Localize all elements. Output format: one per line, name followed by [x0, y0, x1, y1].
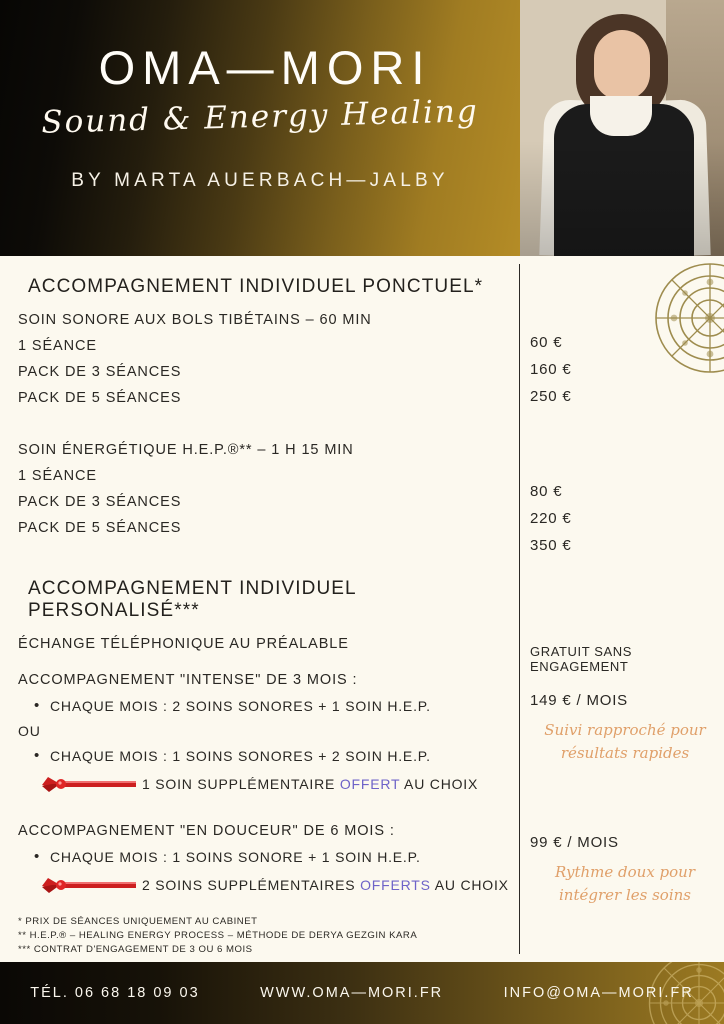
brand-byline: BY MARTA AUERBACH—JALBY [71, 170, 449, 191]
brand-name: OMA—MORI [98, 41, 432, 94]
offer-intense-bullets-alt [14, 748, 514, 764]
service-item-label: 1 SÉANCE [18, 338, 97, 354]
price-value: 60 € [530, 334, 563, 351]
offer-douceur-gift-row [40, 874, 514, 896]
spacer [530, 684, 720, 692]
spacer [530, 564, 720, 644]
service-heading-bols: SOIN SONORE AUX BOLS TIBÉTAINS – 60 MIN [18, 312, 372, 328]
footnotes [18, 916, 514, 955]
offer-intense-gift-text [142, 776, 478, 792]
spacer [14, 416, 514, 442]
offer-douceur-bullets [14, 849, 514, 865]
offer-intense-or: OU [18, 723, 41, 739]
price-value: 350 € [530, 537, 572, 554]
portrait-photo [520, 0, 724, 256]
service-item-label: PACK DE 3 SÉANCES [18, 364, 182, 380]
offer-intense-label: ACCOMPAGNEMENT "INTENSE" DE 3 MOIS : [18, 672, 358, 688]
brand-tagline: Sound & Energy Healing [40, 93, 480, 141]
service-item-label: 1 SÉANCE [18, 468, 97, 484]
price-value: 80 € [530, 483, 563, 500]
header-banner [0, 0, 724, 256]
prelim-call-label: ÉCHANGE TÉLÉPHONIQUE AU PRÉALABLE [18, 636, 349, 652]
service-item-label: PACK DE 5 SÉANCES [18, 390, 182, 406]
gift-suffix: AU CHOIX [400, 776, 479, 792]
offer-intense-note: Suivi rapproché pour résultats rapides [544, 721, 706, 762]
spacer [14, 805, 514, 823]
gift-ribbon-icon [40, 773, 136, 795]
spacer [14, 546, 514, 572]
services-column [14, 270, 514, 958]
prelim-price: GRATUIT SANS ENGAGEMENT [530, 644, 633, 674]
section-title-personalise: ACCOMPAGNEMENT INDIVIDUEL PERSONALISÉ*** [28, 578, 357, 621]
brand-lockup [0, 40, 520, 141]
gift-prefix: 2 SOINS SUPPLÉMENTAIRES [142, 877, 361, 893]
footer-website[interactable]: WWW.OMA—MORI.FR [260, 985, 444, 1001]
price-value: 160 € [530, 361, 572, 378]
footnote-2: ** H.E.P.® – HEALING ENERGY PROCESS – MÉTHODE DE DERYA GEZGIN KARA [18, 930, 418, 941]
service-item-label: PACK DE 5 SÉANCES [18, 520, 182, 536]
offer-douceur-label: ACCOMPAGNEMENT "EN DOUCEUR" DE 6 MOIS : [18, 823, 395, 839]
gift-suffix: AU CHOIX [430, 877, 509, 893]
photo-vignette [520, 0, 724, 256]
list-item: • CHAQUE MOIS : 1 SOINS SONORE + 1 SOIN H.E.P. [50, 849, 514, 865]
list-item: • CHAQUE MOIS : 1 SOINS SONORES + 2 SOIN H.E.P. [50, 748, 514, 764]
offer-intense-price: 149 € / MOIS [530, 692, 628, 709]
service-heading-hep: SOIN ÉNERGÉTIQUE H.E.P.®** – 1 H 15 MIN [18, 442, 354, 458]
price-list-body [0, 256, 724, 962]
offer-douceur-gift-text [142, 877, 509, 893]
price-value: 250 € [530, 388, 572, 405]
spacer [14, 662, 514, 672]
vertical-divider [519, 264, 520, 954]
service-item-label: PACK DE 3 SÉANCES [18, 494, 182, 510]
list-item: • CHAQUE MOIS : 2 SOINS SONORES + 1 SOIN H.E.P. [50, 698, 514, 714]
offer-intense-bullets [14, 698, 514, 714]
gift-ribbon-icon [40, 874, 136, 896]
footnote-3: *** CONTRAT D'ENGAGEMENT DE 3 OU 6 MOIS [18, 944, 253, 955]
offer-douceur-price: 99 € / MOIS [530, 834, 619, 851]
footer-contact-bar [0, 962, 724, 1024]
spacer [530, 270, 720, 334]
footer-phone[interactable]: TÉL. 06 68 18 09 03 [30, 985, 200, 1001]
gift-highlight: OFFERT [339, 776, 401, 792]
section-title-ponctuel: ACCOMPAGNEMENT INDIVIDUEL PONCTUEL* [28, 276, 484, 297]
header-brand-block [0, 0, 520, 256]
footer-email[interactable]: INFO@OMA—MORI.FR [503, 985, 694, 1001]
offer-douceur-note: Rythme doux pour intégrer les soins [554, 863, 696, 904]
prices-column [530, 270, 720, 906]
spacer [530, 764, 720, 834]
spacer [530, 415, 720, 483]
price-value: 220 € [530, 510, 572, 527]
gift-prefix: 1 SOIN SUPPLÉMENTAIRE [142, 776, 340, 792]
gift-highlight: OFFERTS [360, 877, 431, 893]
offer-intense-gift-row [40, 773, 514, 795]
footnote-1: * PRIX DE SÉANCES UNIQUEMENT AU CABINET [18, 916, 258, 927]
